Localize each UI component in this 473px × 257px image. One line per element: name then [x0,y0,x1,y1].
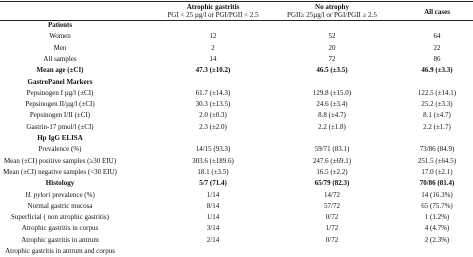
row-cell-c2: 0/72 [325,213,339,222]
row-label: Superficial ( non atrophic gastritis) [11,213,109,222]
row-cell-c2: 65/79 (82.3) [314,179,350,188]
row-label: H. pylori prevalence (%) [25,190,95,199]
row-cell-c2: 52 [328,32,336,41]
row-cell-c1: 47.3 (±10.2) [195,66,231,75]
row-cell-c2: 16.5 (±2.2) [316,167,348,176]
row-cell-c1: 30.3 (±13.5) [195,100,231,109]
row-label: Gastrin-17 pmol/l (±CI) [26,122,94,131]
row-cell-c2: 59/71 (83.1) [314,145,350,154]
row-cell-c1: 5/7 (71.4) [199,179,227,188]
row-cell-c1: 3/14 [206,224,220,233]
hpylori-italic: H. pylori [25,190,51,199]
row-cell-c2: 1/72 [325,224,339,233]
row-cell-c3: 25.2 (±3.3) [421,100,453,109]
row-cell-c3: 86 [433,54,441,63]
row-label: Pepsinogen II/µg/l (±CI) [25,100,95,109]
row-cell-c2: 129.8 (±15.0) [312,88,352,97]
table-top-rule [0,1,473,2]
header-atrophic-title: Atrophic gastritis [186,3,240,11]
row-cell-c3: 251.5 (±64.5) [417,156,457,165]
header-atrophic [167,3,258,19]
row-label: Men [53,43,67,52]
row-cell-c2: 24.6 (±3.4) [316,100,348,109]
row-cell-c2: 0/72 [325,235,339,244]
row-cell-c1: 61.7 (±14.3) [195,88,231,97]
row-cell-c3: 64 [433,32,441,41]
row-cell-c3: 22 [433,43,441,52]
row-cell-c3: 46.9 (±3.3) [421,66,453,75]
row-cell-c1: 2.3 (±2.0) [199,122,227,131]
header-all-cases [424,8,450,16]
header-no-atrophy-sub: PGII≥ 25µg/l or PGI/PGII ≥ 2.5 [287,11,377,19]
row-cell-c3: 4 (4.7%) [424,224,450,233]
row-label: All samples [43,54,77,63]
header-no-atrophy [287,3,377,19]
row-cell-c1: 1/14 [206,190,220,199]
row-label: Pepsinogen I µg/l (±CI) [26,88,94,97]
row-cell-c3: 1 (1.2%) [424,213,450,222]
row-cell-c1: 8/14 [206,201,220,210]
row-label: Women [49,32,71,41]
row-label: Mean age (±CI) [36,66,84,75]
row-label: Mean (±CI) positive samples (≥30 EIU) [3,156,117,165]
row-cell-c3: 17.0 (±2.1) [421,167,453,176]
row-label: Atrophic gastritis in antrum and corpus [5,247,115,255]
row-label: Hp IgG ELISA [37,134,83,142]
row-cell-c3: 65 (75.7%) [421,201,453,210]
row-label: Atrophic gastritis in corpus [21,224,99,233]
row-cell-c3: 14 (16.3%) [421,190,453,199]
row-cell-c3: 8.1 (±4.7) [423,111,451,120]
row-cell-c2: 57/72 [324,201,340,210]
row-cell-c2: 8.8 (±4.7) [318,111,346,120]
row-cell-c3: 73/86 (84.9) [419,145,455,154]
row-label: Histology [45,179,75,188]
row-cell-c1: 14/15 (93.3) [195,145,231,154]
row-cell-c3: 122.5 (±14.1) [417,88,457,97]
row-cell-c1: 2.0 (±0.3) [199,111,227,120]
row-cell-c2: 20 [328,43,336,52]
row-label: Patients [47,21,73,29]
row-cell-c1: 2/14 [206,235,220,244]
row-label: Mean (±CI) negative samples (<30 EIU) [3,167,117,176]
header-no-atrophy-title: No atrophy [315,3,349,11]
row-cell-c1: 303.6 (±189.6) [192,156,234,165]
row-cell-c2: 2.2 (±1.8) [318,122,346,131]
row-cell-c2: 247.6 (±69.1) [312,156,352,165]
row-cell-c1: 18.1 (±3.5) [197,167,229,176]
row-cell-c3: 2 (2.3%) [424,235,450,244]
row-label: Normal gastric mucosa [27,201,93,210]
row-label: Prevalence (%) [38,145,82,154]
row-cell-c2: 46.5 (±3.5) [316,66,348,75]
row-label: Atrophic gastritis in antrum [21,235,99,244]
row-cell-c1: 1/14 [206,213,220,222]
row-label: Pepsinogen I/II (±CI) [29,111,91,120]
row-cell-c1: 14 [209,54,217,63]
row-label: GastroPanel Markers [27,77,93,86]
row-cell-c1: 2 [211,43,215,52]
row-cell-c3: 2.2 (±1.7) [423,122,451,131]
row-cell-c1: 12 [209,32,217,41]
row-cell-c3: 70/86 (81.4) [419,179,455,188]
row-cell-c2: 72 [328,54,336,63]
header-atrophic-sub: PGI < 25 µg/l or PGI/PGII < 2.5 [167,11,259,19]
row-cell-c2: 14/72 [324,190,340,199]
header-all-cases-title: All cases [424,8,450,16]
